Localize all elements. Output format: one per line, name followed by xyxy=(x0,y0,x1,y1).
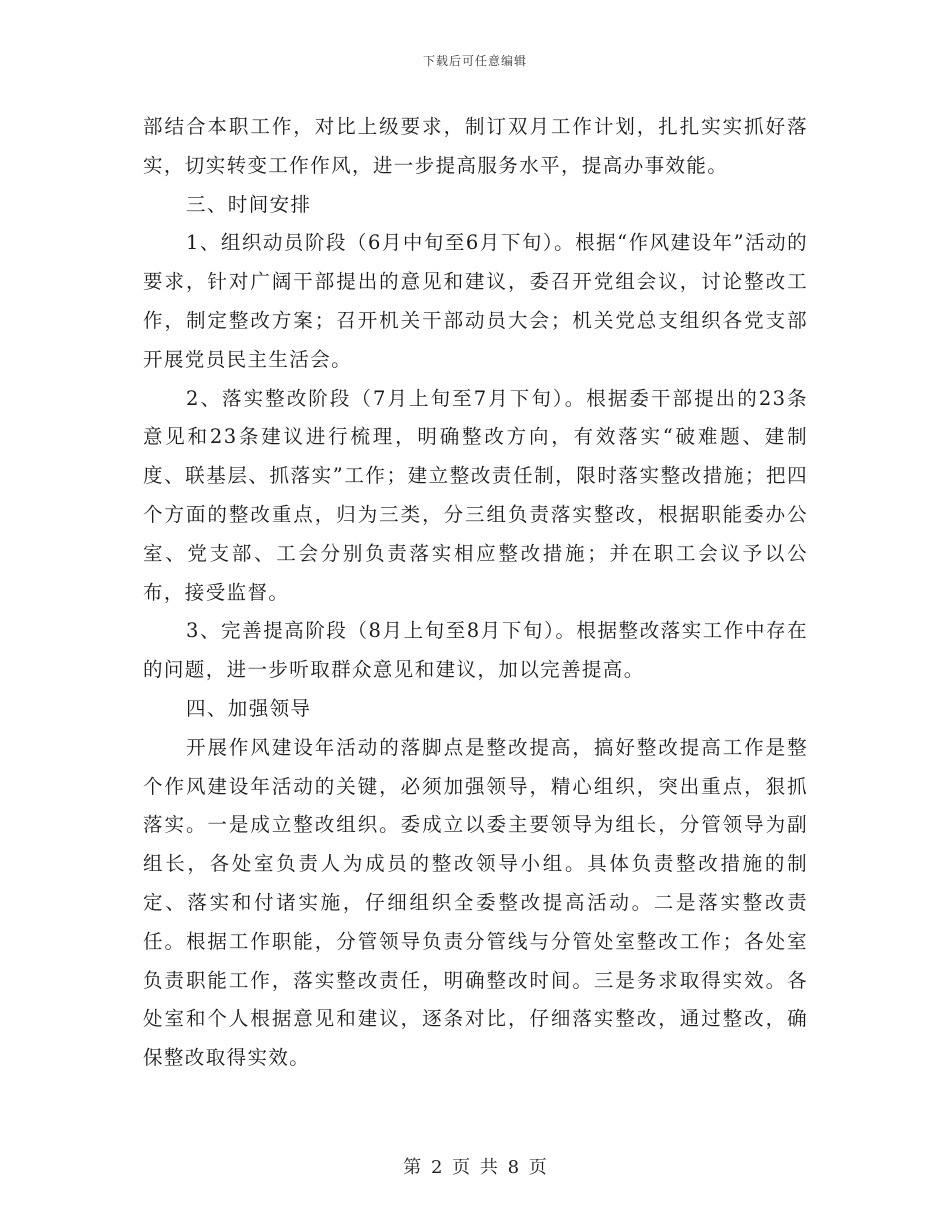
paragraph-stage-2: 2、落实整改阶段（7月上旬至7月下旬）。根据委干部提出的23条意见和23条建议进行梳理，明确整改方向，有效落实“破难题、建制度、联基层、抓落实”工作；建立整改责任制，限时落实整改措施；把四个方面的整改重点，归为三类，分三组负责落实整改，根据职能委办公室、党支部、工会分别负责落实相应整改措施；并在职工会议予以公布，接受监督。 xyxy=(143,386,808,604)
section-heading-schedule: 三、时间安排 xyxy=(186,192,312,216)
paragraph-stage-1: 1、组织动员阶段（6月中旬至6月下旬）。根据“作风建设年”活动的要求，针对广阔干部提出的意见和建议，委召开党组会议，讨论整改工作，制定整改方案；召开机关干部动员大会；机关党总支组织各党支部开展党员民主生活会。 xyxy=(143,231,808,371)
section-heading-leadership: 四、加强领导 xyxy=(186,696,312,720)
paragraph-leadership: 开展作风建设年活动的落脚点是整改提高，搞好整改提高工作是整个作风建设年活动的关键，必须加强领导，精心组织，突出重点，狠抓落实。一是成立整改组织。委成立以委主要领导为组长，分管领导为副组长，各处室负责人为成员的整改领导小组。具体负责整改措施的制定、落实和付诸实施，仔细组织全委整改提高活动。二是落实整改责任。根据工作职能，分管领导负责分管线与分管处室整改工作；各处室负责职能工作，落实整改责任，明确整改时间。三是务求取得实效。各处室和个人根据意见和建议，逐条对比，仔细落实整改，通过整改，确保整改取得实效。 xyxy=(143,735,808,1070)
page-number: 第 2 页 共 8 页 xyxy=(403,1157,547,1178)
paragraph-stage-3: 3、完善提高阶段（8月上旬至8月下旬）。根据整改落实工作中存在的问题，进一步听取群众意见和建议，加以完善提高。 xyxy=(143,619,808,682)
document-body xyxy=(143,108,808,1078)
page-header: 下载后可任意编辑 xyxy=(422,54,527,68)
paragraph-continuation: 部结合本职工作，对比上级要求，制订双月工作计划，扎扎实实抓好落实，切实转变工作作风，进一步提高服务水平，提高办事效能。 xyxy=(143,115,808,177)
